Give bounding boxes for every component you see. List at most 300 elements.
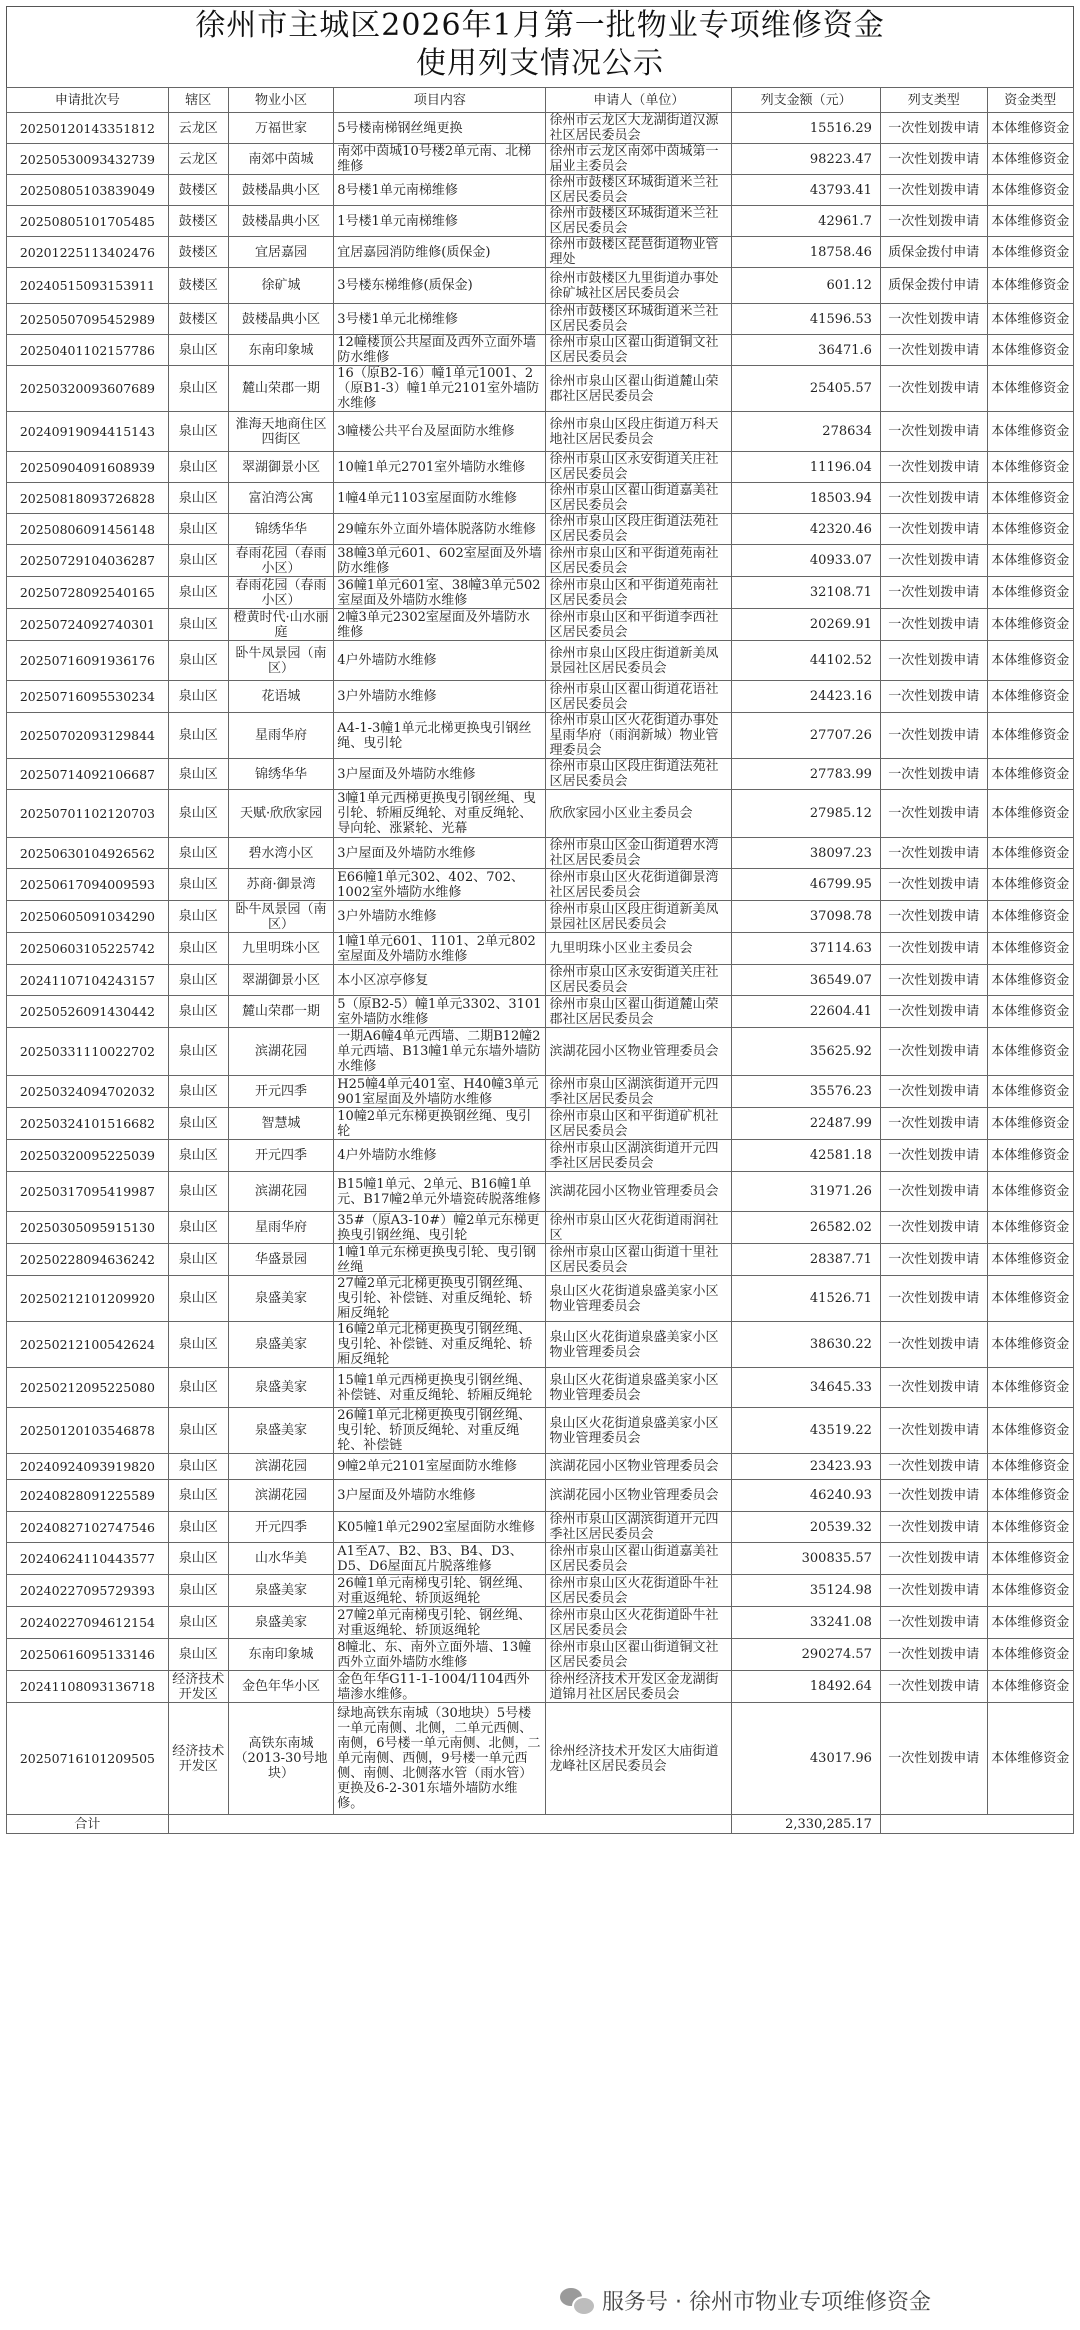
page-title: 徐州市主城区2026年1月第一批物业专项维修资金 [195, 8, 885, 43]
cell-project-content: 9幢2单元2101室屋面防水维修 [334, 1454, 546, 1480]
cell-community: 滨湖花园 [228, 1454, 334, 1480]
cell-project-content: 3号楼1单元北梯维修 [334, 304, 546, 335]
cell-applicant: 徐州市鼓楼区环城街道米兰社区居民委员会 [546, 175, 732, 206]
cell-project-content: 10幢1单元2701室外墙防水维修 [334, 452, 546, 483]
cell-batch-no: 20240227095729393 [7, 1575, 169, 1607]
cell-fund-type: 本体维修资金 [987, 514, 1073, 545]
cell-district: 云龙区 [168, 113, 228, 144]
cell-applicant: 徐州市泉山区段庄街道新美凤景园社区居民委员会 [546, 641, 732, 681]
table-row [7, 996, 1074, 1028]
cell-disbursement-type: 一次性划拨申请 [880, 1276, 987, 1322]
cell-district: 泉山区 [168, 1172, 228, 1212]
cell-community: 星雨华府 [228, 713, 334, 759]
wechat-icon [560, 2286, 594, 2314]
cell-amount: 31971.26 [732, 1172, 881, 1212]
cell-amount: 38097.23 [732, 838, 881, 869]
cell-amount: 28387.71 [732, 1244, 881, 1276]
cell-community: 泉盛美家 [228, 1322, 334, 1368]
cell-disbursement-type: 一次性划拨申请 [880, 452, 987, 483]
cell-community: 泉盛美家 [228, 1276, 334, 1322]
cell-district: 泉山区 [168, 1454, 228, 1480]
cell-community: 滨湖花园 [228, 1480, 334, 1512]
cell-community: 鼓楼晶典小区 [228, 206, 334, 237]
total-label: 合计 [7, 1815, 169, 1834]
cell-disbursement-type: 一次性划拨申请 [880, 1076, 987, 1108]
table-row [7, 304, 1074, 335]
table-row [7, 838, 1074, 869]
cell-amount: 41596.53 [732, 304, 881, 335]
cell-district: 泉山区 [168, 1028, 228, 1076]
cell-amount: 36549.07 [732, 965, 881, 996]
cell-amount: 46799.95 [732, 869, 881, 901]
cell-fund-type: 本体维修资金 [987, 577, 1073, 609]
page-subtitle: 使用列支情况公示 [416, 46, 664, 81]
cell-batch-no: 20240624110443577 [7, 1543, 169, 1575]
table-row [7, 144, 1074, 175]
cell-fund-type: 本体维修资金 [987, 1480, 1073, 1512]
footer-watermark [560, 2283, 1070, 2317]
cell-disbursement-type: 一次性划拨申请 [880, 933, 987, 965]
cell-batch-no: 20250805101705485 [7, 206, 169, 237]
cell-disbursement-type: 一次性划拨申请 [880, 1140, 987, 1172]
cell-applicant: 徐州市泉山区湖滨街道开元四季社区居民委员会 [546, 1512, 732, 1543]
cell-fund-type: 本体维修资金 [987, 545, 1073, 577]
cell-amount: 18503.94 [732, 483, 881, 514]
table-row [7, 1368, 1074, 1408]
cell-disbursement-type: 质保金拨付申请 [880, 237, 987, 268]
cell-fund-type: 本体维修资金 [987, 1028, 1073, 1076]
cell-district: 泉山区 [168, 641, 228, 681]
cell-fund-type: 本体维修资金 [987, 175, 1073, 206]
cell-batch-no: 20250120103546878 [7, 1408, 169, 1454]
cell-district: 泉山区 [168, 1480, 228, 1512]
cell-disbursement-type: 一次性划拨申请 [880, 641, 987, 681]
cell-disbursement-type: 一次性划拨申请 [880, 1703, 987, 1815]
cell-batch-no: 20240227094612154 [7, 1607, 169, 1639]
cell-project-content: B15幢1单元、2单元、B16幢1单元、B17幢2单元外墙瓷砖脱落维修 [334, 1172, 546, 1212]
cell-district: 泉山区 [168, 838, 228, 869]
cell-community: 麓山荣郡一期 [228, 366, 334, 412]
cell-applicant: 九里明珠小区业主委员会 [546, 933, 732, 965]
cell-batch-no: 20241107104243157 [7, 965, 169, 996]
cell-batch-no: 20250324101516682 [7, 1108, 169, 1140]
cell-project-content: 南郊中茵城10号楼2单元南、北梯维修 [334, 144, 546, 175]
cell-batch-no: 20250806091456148 [7, 514, 169, 545]
cell-disbursement-type: 一次性划拨申请 [880, 1408, 987, 1454]
cell-district: 泉山区 [168, 1607, 228, 1639]
cell-disbursement-type: 一次性划拨申请 [880, 713, 987, 759]
cell-amount: 35576.23 [732, 1076, 881, 1108]
column-header: 申请批次号 [7, 88, 169, 113]
cell-fund-type: 本体维修资金 [987, 1639, 1073, 1671]
cell-applicant: 徐州市鼓楼区琵琶街道物业管理处 [546, 237, 732, 268]
table-row [7, 1172, 1074, 1212]
table-row [7, 1480, 1074, 1512]
cell-community: 开元四季 [228, 1512, 334, 1543]
cell-disbursement-type: 一次性划拨申请 [880, 545, 987, 577]
column-header: 项目内容 [334, 88, 546, 113]
table-row [7, 759, 1074, 790]
cell-disbursement-type: 一次性划拨申请 [880, 1607, 987, 1639]
cell-amount: 43519.22 [732, 1408, 881, 1454]
cell-disbursement-type: 一次性划拨申请 [880, 1512, 987, 1543]
cell-project-content: 27幢2单元北梯更换曳引钢丝绳、曳引轮、补偿链、对重反绳轮、轿厢反绳轮 [334, 1276, 546, 1322]
cell-project-content: 3户外墙防水维修 [334, 681, 546, 713]
table-row [7, 1212, 1074, 1244]
cell-district: 泉山区 [168, 1322, 228, 1368]
cell-batch-no: 20250818093726828 [7, 483, 169, 514]
cell-project-content: 1幢1单元601、1101、2单元802室屋面及外墙防水维修 [334, 933, 546, 965]
cell-applicant: 徐州市泉山区翟山街道麓山荣郡社区居民委员会 [546, 996, 732, 1028]
cell-applicant: 徐州市泉山区和平街道苑南社区居民委员会 [546, 577, 732, 609]
cell-community: 碧水湾小区 [228, 838, 334, 869]
cell-district: 泉山区 [168, 1244, 228, 1276]
table-row [7, 113, 1074, 144]
table-row [7, 1639, 1074, 1671]
cell-applicant: 徐州市鼓楼区九里街道办事处徐矿城社区居民委员会 [546, 268, 732, 304]
cell-applicant: 徐州市泉山区湖滨街道开元四季社区居民委员会 [546, 1076, 732, 1108]
cell-community: 开元四季 [228, 1140, 334, 1172]
table-row [7, 713, 1074, 759]
cell-batch-no: 20250716091936176 [7, 641, 169, 681]
cell-community: 山水华美 [228, 1543, 334, 1575]
table-header-row [7, 88, 1074, 113]
cell-project-content: 26幢1单元南梯曳引轮、钢丝绳、对重返绳轮、轿顶返绳轮 [334, 1575, 546, 1607]
table-row [7, 1543, 1074, 1575]
cell-community: 泉盛美家 [228, 1607, 334, 1639]
cell-project-content: 本小区凉亭修复 [334, 965, 546, 996]
cell-batch-no: 20240827102747546 [7, 1512, 169, 1543]
cell-project-content: 3户外墙防水维修 [334, 901, 546, 933]
cell-applicant: 徐州市鼓楼区环城街道米兰社区居民委员会 [546, 304, 732, 335]
table-row [7, 237, 1074, 268]
cell-fund-type: 本体维修资金 [987, 1408, 1073, 1454]
cell-district: 泉山区 [168, 514, 228, 545]
cell-amount: 42961.7 [732, 206, 881, 237]
cell-applicant: 徐州市泉山区永安街道关庄社区居民委员会 [546, 452, 732, 483]
cell-project-content: H25幢4单元401室、H40幢3单元901室屋面及外墙防水维修 [334, 1076, 546, 1108]
cell-community: 华盛景园 [228, 1244, 334, 1276]
cell-amount: 22604.41 [732, 996, 881, 1028]
cell-fund-type: 本体维修资金 [987, 483, 1073, 514]
cell-community: 翠湖御景小区 [228, 452, 334, 483]
cell-fund-type: 本体维修资金 [987, 641, 1073, 681]
cell-amount: 26582.02 [732, 1212, 881, 1244]
table-row [7, 965, 1074, 996]
cell-community: 春雨花园（春雨小区） [228, 545, 334, 577]
cell-district: 泉山区 [168, 869, 228, 901]
cell-amount: 601.12 [732, 268, 881, 304]
cell-district: 泉山区 [168, 1368, 228, 1408]
cell-community: 花语城 [228, 681, 334, 713]
cell-batch-no: 20250728092540165 [7, 577, 169, 609]
cell-district: 泉山区 [168, 545, 228, 577]
cell-fund-type: 本体维修资金 [987, 206, 1073, 237]
table-row [7, 1671, 1074, 1703]
cell-community: 开元四季 [228, 1076, 334, 1108]
cell-applicant: 徐州市泉山区段庄街道万科天地社区居民委员会 [546, 412, 732, 452]
cell-applicant: 泉山区火花街道泉盛美家小区物业管理委员会 [546, 1322, 732, 1368]
cell-district: 鼓楼区 [168, 175, 228, 206]
cell-applicant: 徐州市泉山区和平街道苑南社区居民委员会 [546, 545, 732, 577]
total-spacer [168, 1815, 731, 1834]
cell-amount: 27985.12 [732, 790, 881, 838]
table-row [7, 1244, 1074, 1276]
cell-project-content: 5（原B2-5）幢1单元3302、3101室外墙防水维修 [334, 996, 546, 1028]
cell-amount: 18758.46 [732, 237, 881, 268]
cell-project-content: 3号楼东梯维修(质保金) [334, 268, 546, 304]
cell-project-content: 38幢3单元601、602室屋面及外墙防水维修 [334, 545, 546, 577]
disbursement-table [6, 87, 1074, 1834]
cell-project-content: 16幢2单元北梯更换曳引钢丝绳、曳引轮、补偿链、对重反绳轮、轿厢反绳轮 [334, 1322, 546, 1368]
cell-project-content: 金色年华G11-1-1004/1104西外墙渗水维修。 [334, 1671, 546, 1703]
cell-batch-no: 20250701102120703 [7, 790, 169, 838]
cell-amount: 32108.71 [732, 577, 881, 609]
cell-fund-type: 本体维修资金 [987, 1244, 1073, 1276]
cell-batch-no: 20250605091034290 [7, 901, 169, 933]
cell-disbursement-type: 一次性划拨申请 [880, 412, 987, 452]
cell-project-content: 8幢北、东、南外立面外墙、13幢西外立面外墙防水维修 [334, 1639, 546, 1671]
table-body [7, 113, 1074, 1834]
table-row [7, 609, 1074, 641]
cell-disbursement-type: 一次性划拨申请 [880, 1639, 987, 1671]
cell-amount: 27707.26 [732, 713, 881, 759]
cell-disbursement-type: 一次性划拨申请 [880, 1028, 987, 1076]
cell-project-content: K05幢1单元2902室屋面防水维修 [334, 1512, 546, 1543]
cell-project-content: 3幢1单元西梯更换曳引钢丝绳、曳引轮、轿厢反绳轮、对重反绳轮、导向轮、涨紧轮、光幕 [334, 790, 546, 838]
cell-applicant: 滨湖花园小区物业管理委员会 [546, 1480, 732, 1512]
cell-applicant: 徐州市泉山区段庄街道法苑社区居民委员会 [546, 759, 732, 790]
cell-fund-type: 本体维修资金 [987, 335, 1073, 366]
cell-disbursement-type: 一次性划拨申请 [880, 1368, 987, 1408]
cell-applicant: 徐州市泉山区永安街道关庄社区居民委员会 [546, 965, 732, 996]
cell-fund-type: 本体维修资金 [987, 1607, 1073, 1639]
cell-district: 泉山区 [168, 452, 228, 483]
cell-amount: 46240.93 [732, 1480, 881, 1512]
notice-sheet [6, 6, 1074, 1834]
cell-fund-type: 本体维修资金 [987, 759, 1073, 790]
cell-applicant: 徐州市云龙区南郊中茵城第一届业主委员会 [546, 144, 732, 175]
cell-amount: 22487.99 [732, 1108, 881, 1140]
cell-applicant: 徐州市泉山区翟山街道铜文社区居民委员会 [546, 1639, 732, 1671]
cell-community: 滨湖花园 [228, 1028, 334, 1076]
table-row [7, 452, 1074, 483]
cell-amount: 34645.33 [732, 1368, 881, 1408]
cell-batch-no: 20250212100542624 [7, 1322, 169, 1368]
cell-applicant: 徐州市鼓楼区环城街道米兰社区居民委员会 [546, 206, 732, 237]
cell-district: 泉山区 [168, 1108, 228, 1140]
cell-amount: 33241.08 [732, 1607, 881, 1639]
cell-disbursement-type: 一次性划拨申请 [880, 1108, 987, 1140]
cell-disbursement-type: 一次性划拨申请 [880, 175, 987, 206]
cell-disbursement-type: 一次性划拨申请 [880, 113, 987, 144]
table-row [7, 681, 1074, 713]
cell-amount: 40933.07 [732, 545, 881, 577]
cell-disbursement-type: 一次性划拨申请 [880, 1172, 987, 1212]
cell-community: 富泊湾公寓 [228, 483, 334, 514]
cell-fund-type: 本体维修资金 [987, 1543, 1073, 1575]
cell-batch-no: 20250603105225742 [7, 933, 169, 965]
cell-fund-type: 本体维修资金 [987, 1368, 1073, 1408]
cell-fund-type: 本体维修资金 [987, 1454, 1073, 1480]
cell-applicant: 徐州市泉山区湖滨街道开元四季社区居民委员会 [546, 1140, 732, 1172]
cell-community: 鼓楼晶典小区 [228, 304, 334, 335]
cell-project-content: 5号楼南梯钢丝绳更换 [334, 113, 546, 144]
cell-batch-no: 20250317095419987 [7, 1172, 169, 1212]
cell-amount: 27783.99 [732, 759, 881, 790]
cell-district: 鼓楼区 [168, 237, 228, 268]
cell-district: 经济技术开发区 [168, 1671, 228, 1703]
table-row [7, 1322, 1074, 1368]
cell-district: 泉山区 [168, 790, 228, 838]
cell-amount: 20539.32 [732, 1512, 881, 1543]
cell-amount: 98223.47 [732, 144, 881, 175]
cell-batch-no: 20250212101209920 [7, 1276, 169, 1322]
cell-community: 天赋·欣欣家园 [228, 790, 334, 838]
table-row [7, 1607, 1074, 1639]
cell-amount: 300835.57 [732, 1543, 881, 1575]
cell-batch-no: 20250305095915130 [7, 1212, 169, 1244]
cell-amount: 11196.04 [732, 452, 881, 483]
cell-amount: 37098.78 [732, 901, 881, 933]
column-header: 列支类型 [880, 88, 987, 113]
cell-fund-type: 本体维修资金 [987, 1671, 1073, 1703]
cell-batch-no: 20250714092106687 [7, 759, 169, 790]
cell-community: 淮海天地商住区四街区 [228, 412, 334, 452]
cell-batch-no: 20250120143351812 [7, 113, 169, 144]
cell-district: 泉山区 [168, 1543, 228, 1575]
cell-community: 麓山荣郡一期 [228, 996, 334, 1028]
cell-community: 万福世家 [228, 113, 334, 144]
cell-project-content: 1幢4单元1103室屋面防水维修 [334, 483, 546, 514]
cell-fund-type: 本体维修资金 [987, 113, 1073, 144]
cell-batch-no: 20201225113402476 [7, 237, 169, 268]
cell-fund-type: 本体维修资金 [987, 933, 1073, 965]
cell-applicant: 徐州市云龙区大龙湖街道汉源社区居民委员会 [546, 113, 732, 144]
cell-disbursement-type: 一次性划拨申请 [880, 1212, 987, 1244]
cell-disbursement-type: 一次性划拨申请 [880, 144, 987, 175]
cell-project-content: E66幢1单元302、402、702、1002室外墙防水维修 [334, 869, 546, 901]
cell-district: 泉山区 [168, 1408, 228, 1454]
cell-amount: 278634 [732, 412, 881, 452]
cell-disbursement-type: 一次性划拨申请 [880, 759, 987, 790]
cell-district: 泉山区 [168, 335, 228, 366]
cell-community: 锦绣华华 [228, 514, 334, 545]
cell-fund-type: 本体维修资金 [987, 1276, 1073, 1322]
cell-community: 春雨花园（春雨小区） [228, 577, 334, 609]
cell-disbursement-type: 一次性划拨申请 [880, 869, 987, 901]
cell-applicant: 欣欣家园小区业主委员会 [546, 790, 732, 838]
cell-district: 泉山区 [168, 933, 228, 965]
cell-batch-no: 20250716101209505 [7, 1703, 169, 1815]
cell-disbursement-type: 一次性划拨申请 [880, 1454, 987, 1480]
total-spacer [880, 1815, 1073, 1834]
cell-district: 泉山区 [168, 1076, 228, 1108]
cell-project-content: 29幢东外立面外墙体脱落防水维修 [334, 514, 546, 545]
cell-project-content: 4户外墙防水维修 [334, 641, 546, 681]
cell-fund-type: 本体维修资金 [987, 268, 1073, 304]
cell-project-content: 宜居嘉园消防维修(质保金) [334, 237, 546, 268]
cell-district: 泉山区 [168, 483, 228, 514]
cell-project-content: 1幢1单元东梯更换曳引轮、曳引钢丝绳 [334, 1244, 546, 1276]
cell-fund-type: 本体维修资金 [987, 1076, 1073, 1108]
cell-district: 泉山区 [168, 366, 228, 412]
column-header: 物业小区 [228, 88, 334, 113]
cell-applicant: 徐州市泉山区和平街道李西社区居民委员会 [546, 609, 732, 641]
cell-applicant: 徐州经济技术开发区金龙湖街道锦月社区居民委员会 [546, 1671, 732, 1703]
cell-disbursement-type: 一次性划拨申请 [880, 1244, 987, 1276]
table-row [7, 412, 1074, 452]
cell-disbursement-type: 一次性划拨申请 [880, 1322, 987, 1368]
cell-project-content: 26幢1单元北梯更换曳引钢丝绳、曳引轮、轿顶反绳轮、对重反绳轮、补偿链 [334, 1408, 546, 1454]
cell-disbursement-type: 一次性划拨申请 [880, 838, 987, 869]
table-row [7, 577, 1074, 609]
cell-fund-type: 本体维修资金 [987, 412, 1073, 452]
cell-fund-type: 本体维修资金 [987, 838, 1073, 869]
cell-batch-no: 20250324094702032 [7, 1076, 169, 1108]
cell-disbursement-type: 一次性划拨申请 [880, 1543, 987, 1575]
cell-batch-no: 20250724092740301 [7, 609, 169, 641]
cell-fund-type: 本体维修资金 [987, 713, 1073, 759]
cell-applicant: 徐州市泉山区翟山街道嘉美社区居民委员会 [546, 483, 732, 514]
cell-project-content: A4-1-3幢1单元北梯更换曳引钢丝绳、曳引轮 [334, 713, 546, 759]
cell-fund-type: 本体维修资金 [987, 237, 1073, 268]
cell-fund-type: 本体维修资金 [987, 790, 1073, 838]
cell-district: 经济技术开发区 [168, 1703, 228, 1815]
cell-community: 东南印象城 [228, 1639, 334, 1671]
cell-project-content: 12幢楼顶公共屋面及西外立面外墙防水维修 [334, 335, 546, 366]
cell-applicant: 徐州经济技术开发区大庙街道龙峰社区居民委员会 [546, 1703, 732, 1815]
cell-district: 泉山区 [168, 1639, 228, 1671]
cell-community: 徐矿城 [228, 268, 334, 304]
cell-batch-no: 20250617094009593 [7, 869, 169, 901]
cell-applicant: 徐州市泉山区火花街道卧牛社区居民委员会 [546, 1575, 732, 1607]
cell-fund-type: 本体维修资金 [987, 1575, 1073, 1607]
cell-applicant: 徐州市泉山区翟山街道十里社区居民委员会 [546, 1244, 732, 1276]
cell-fund-type: 本体维修资金 [987, 869, 1073, 901]
cell-batch-no: 20250716095530234 [7, 681, 169, 713]
cell-applicant: 徐州市泉山区火花街道雨润社区 [546, 1212, 732, 1244]
table-row [7, 1108, 1074, 1140]
cell-community: 卧牛凤景园（南区） [228, 641, 334, 681]
cell-district: 鼓楼区 [168, 206, 228, 237]
cell-community: 翠湖御景小区 [228, 965, 334, 996]
cell-project-content: 3幢楼公共平台及屋面防水维修 [334, 412, 546, 452]
cell-disbursement-type: 一次性划拨申请 [880, 901, 987, 933]
table-row [7, 483, 1074, 514]
cell-applicant: 徐州市泉山区金山街道碧水湾社区居民委员会 [546, 838, 732, 869]
cell-fund-type: 本体维修资金 [987, 1512, 1073, 1543]
cell-amount: 24423.16 [732, 681, 881, 713]
cell-disbursement-type: 一次性划拨申请 [880, 1480, 987, 1512]
cell-project-content: 1号楼1单元南梯维修 [334, 206, 546, 237]
table-row [7, 514, 1074, 545]
total-row [7, 1815, 1074, 1834]
cell-fund-type: 本体维修资金 [987, 1703, 1073, 1815]
cell-disbursement-type: 一次性划拨申请 [880, 577, 987, 609]
cell-applicant: 滨湖花园小区物业管理委员会 [546, 1028, 732, 1076]
cell-community: 卧牛凤景园（南区） [228, 901, 334, 933]
cell-community: 九里明珠小区 [228, 933, 334, 965]
cell-district: 云龙区 [168, 144, 228, 175]
cell-batch-no: 20250507095452989 [7, 304, 169, 335]
cell-amount: 35124.98 [732, 1575, 881, 1607]
table-row [7, 1575, 1074, 1607]
cell-applicant: 滨湖花园小区物业管理委员会 [546, 1172, 732, 1212]
cell-batch-no: 20250729104036287 [7, 545, 169, 577]
table-row [7, 1454, 1074, 1480]
cell-district: 泉山区 [168, 759, 228, 790]
